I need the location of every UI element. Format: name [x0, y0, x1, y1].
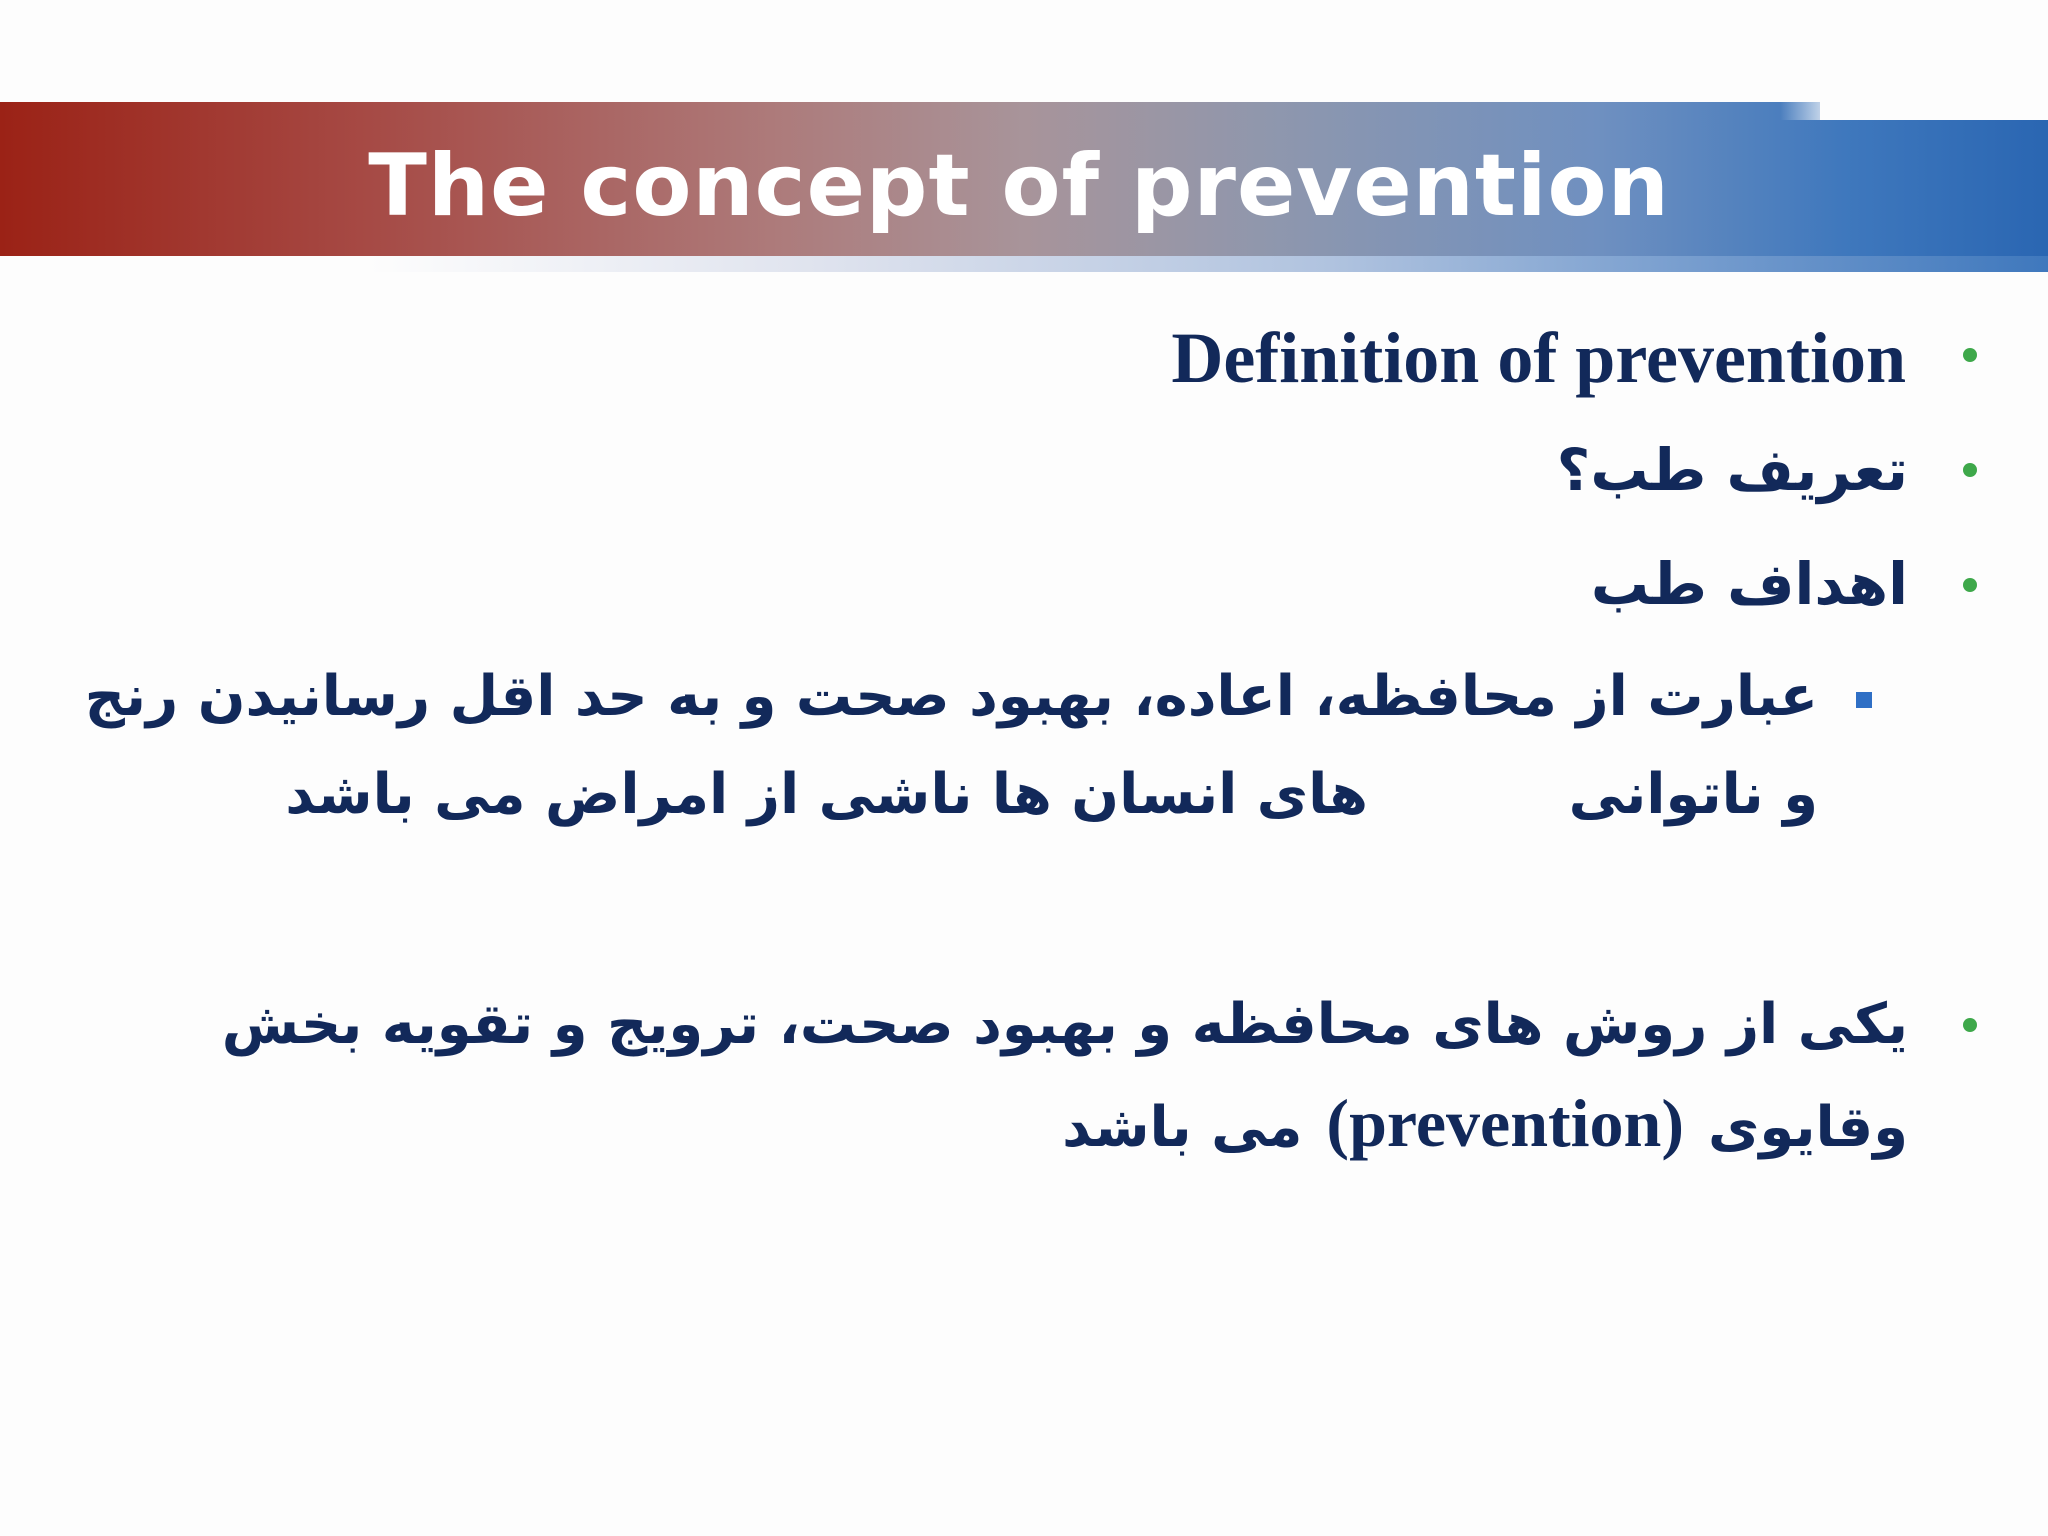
- bullet-dot-icon: [1963, 578, 1977, 592]
- bullet-dot-icon: [1963, 463, 1977, 477]
- slide-title: The concept of prevention: [368, 136, 1670, 236]
- sub-bullet-square-icon: [1856, 692, 1872, 708]
- bullet-dot-icon: [1963, 1018, 1977, 1032]
- sub-bullet-line-1: عبارت از محافظه، اعاده، بهبود صحت و به حد اقل رسانیدن رنج: [84, 664, 1818, 729]
- sub-bullet-line-2-part-1: و ناتوانی: [1568, 762, 1818, 827]
- bullet-definition-of-prevention: Definition of prevention: [1171, 318, 1906, 398]
- last-bullet-line-1: یکی از روش های محافظه و بهبود صحت، ترویج و تقویه بخش: [221, 992, 1908, 1057]
- last-bullet-line-2: [508, 1078, 1908, 1173]
- bullet-dot-icon: [1963, 348, 1977, 362]
- last-bullet-line-2-latin: (prevention): [1326, 1085, 1685, 1161]
- last-bullet-line-2-before: وقایوی: [1708, 1095, 1908, 1160]
- sub-bullet-line-2-part-2: های انسان ها ناشی از امراض می باشد: [285, 762, 1368, 827]
- bullet-goals-of-medicine: اهداف طب: [1590, 550, 1908, 618]
- last-bullet-line-2-after: می باشد: [1062, 1095, 1303, 1160]
- bullet-definition-of-medicine: تعریف طب؟: [1556, 436, 1908, 504]
